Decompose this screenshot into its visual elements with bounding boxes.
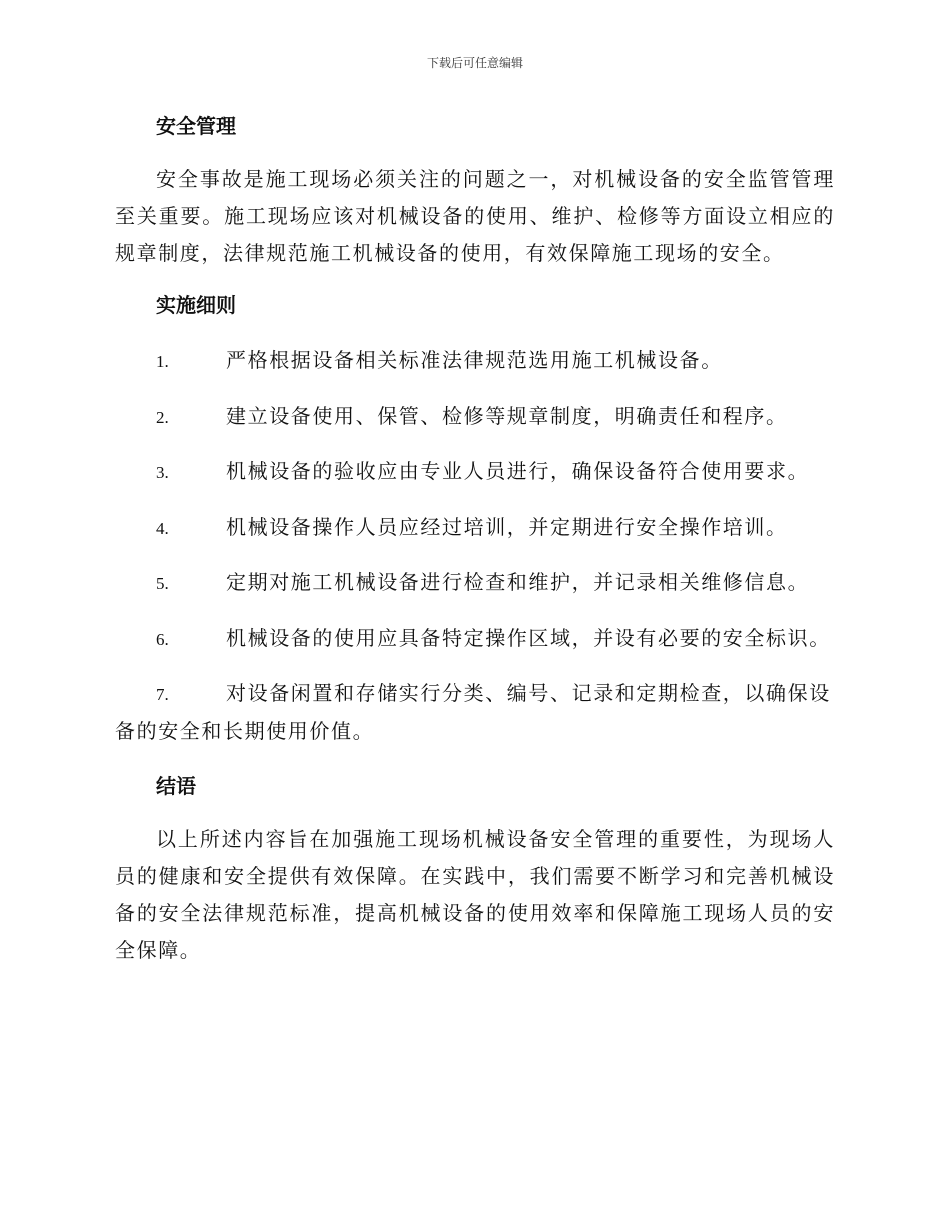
section-paragraph-safety-management: 安全事故是施工现场必须关注的问题之一，对机械设备的安全监管管理至关重要。施工现场应该对机械设备的使用、维护、检修等方面设立相应的规章制度，法律规范施工机械设备的使用，有效保障施工现场的安全。 [115, 167, 835, 265]
list-item-text: 对设备闲置和存储实行分类、编号、记录和定期检查，以确保设备的安全和长期使用价值。 [115, 681, 831, 743]
list-item [115, 509, 835, 547]
list-item-number: 5. [156, 574, 169, 593]
list-item [115, 620, 835, 658]
list-item [115, 453, 835, 491]
list-item-number: 3. [156, 463, 169, 482]
list-item-number: 7. [156, 685, 169, 704]
list-item-text: 机械设备操作人员应经过培训，并定期进行安全操作培训。 [226, 514, 788, 539]
list-item [115, 398, 835, 436]
list-item-text: 机械设备的使用应具备特定操作区域，并设有必要的安全标识。 [226, 625, 831, 650]
document-body [115, 106, 835, 969]
list-item [115, 675, 835, 750]
list-item [115, 342, 835, 380]
section-paragraph-conclusion: 以上所述内容旨在加强施工现场机械设备安全管理的重要性，为现场人员的健康和安全提供有效保障。在实践中，我们需要不断学习和完善机械设备的安全法律规范标准，提高机械设备的使用效率和保障施工现场人员的安全保障。 [115, 826, 835, 962]
list-item-text: 严格根据设备相关标准法律规范选用施工机械设备。 [226, 348, 723, 372]
list-item-text: 机械设备的验收应由专业人员进行，确保设备符合使用要求。 [226, 459, 810, 483]
list-item-number: 6. [156, 629, 169, 649]
section-heading-conclusion: 结语 [156, 773, 196, 798]
section-heading-implementation-rules: 实施细则 [156, 293, 236, 317]
list-item-text: 定期对施工机械设备进行检查和维护，并记录相关维修信息。 [226, 570, 810, 594]
list-item-text: 建立设备使用、保管、检修等规章制度，明确责任和程序。 [226, 403, 788, 428]
section-heading-safety-management: 安全管理 [156, 114, 236, 138]
list-item-number: 2. [156, 407, 169, 427]
implementation-rules-list [115, 342, 835, 750]
header-note: 下载后可任意编辑 [426, 56, 523, 70]
list-item [115, 564, 835, 602]
list-item-number: 4. [156, 518, 169, 538]
list-item-number: 1. [156, 352, 169, 371]
